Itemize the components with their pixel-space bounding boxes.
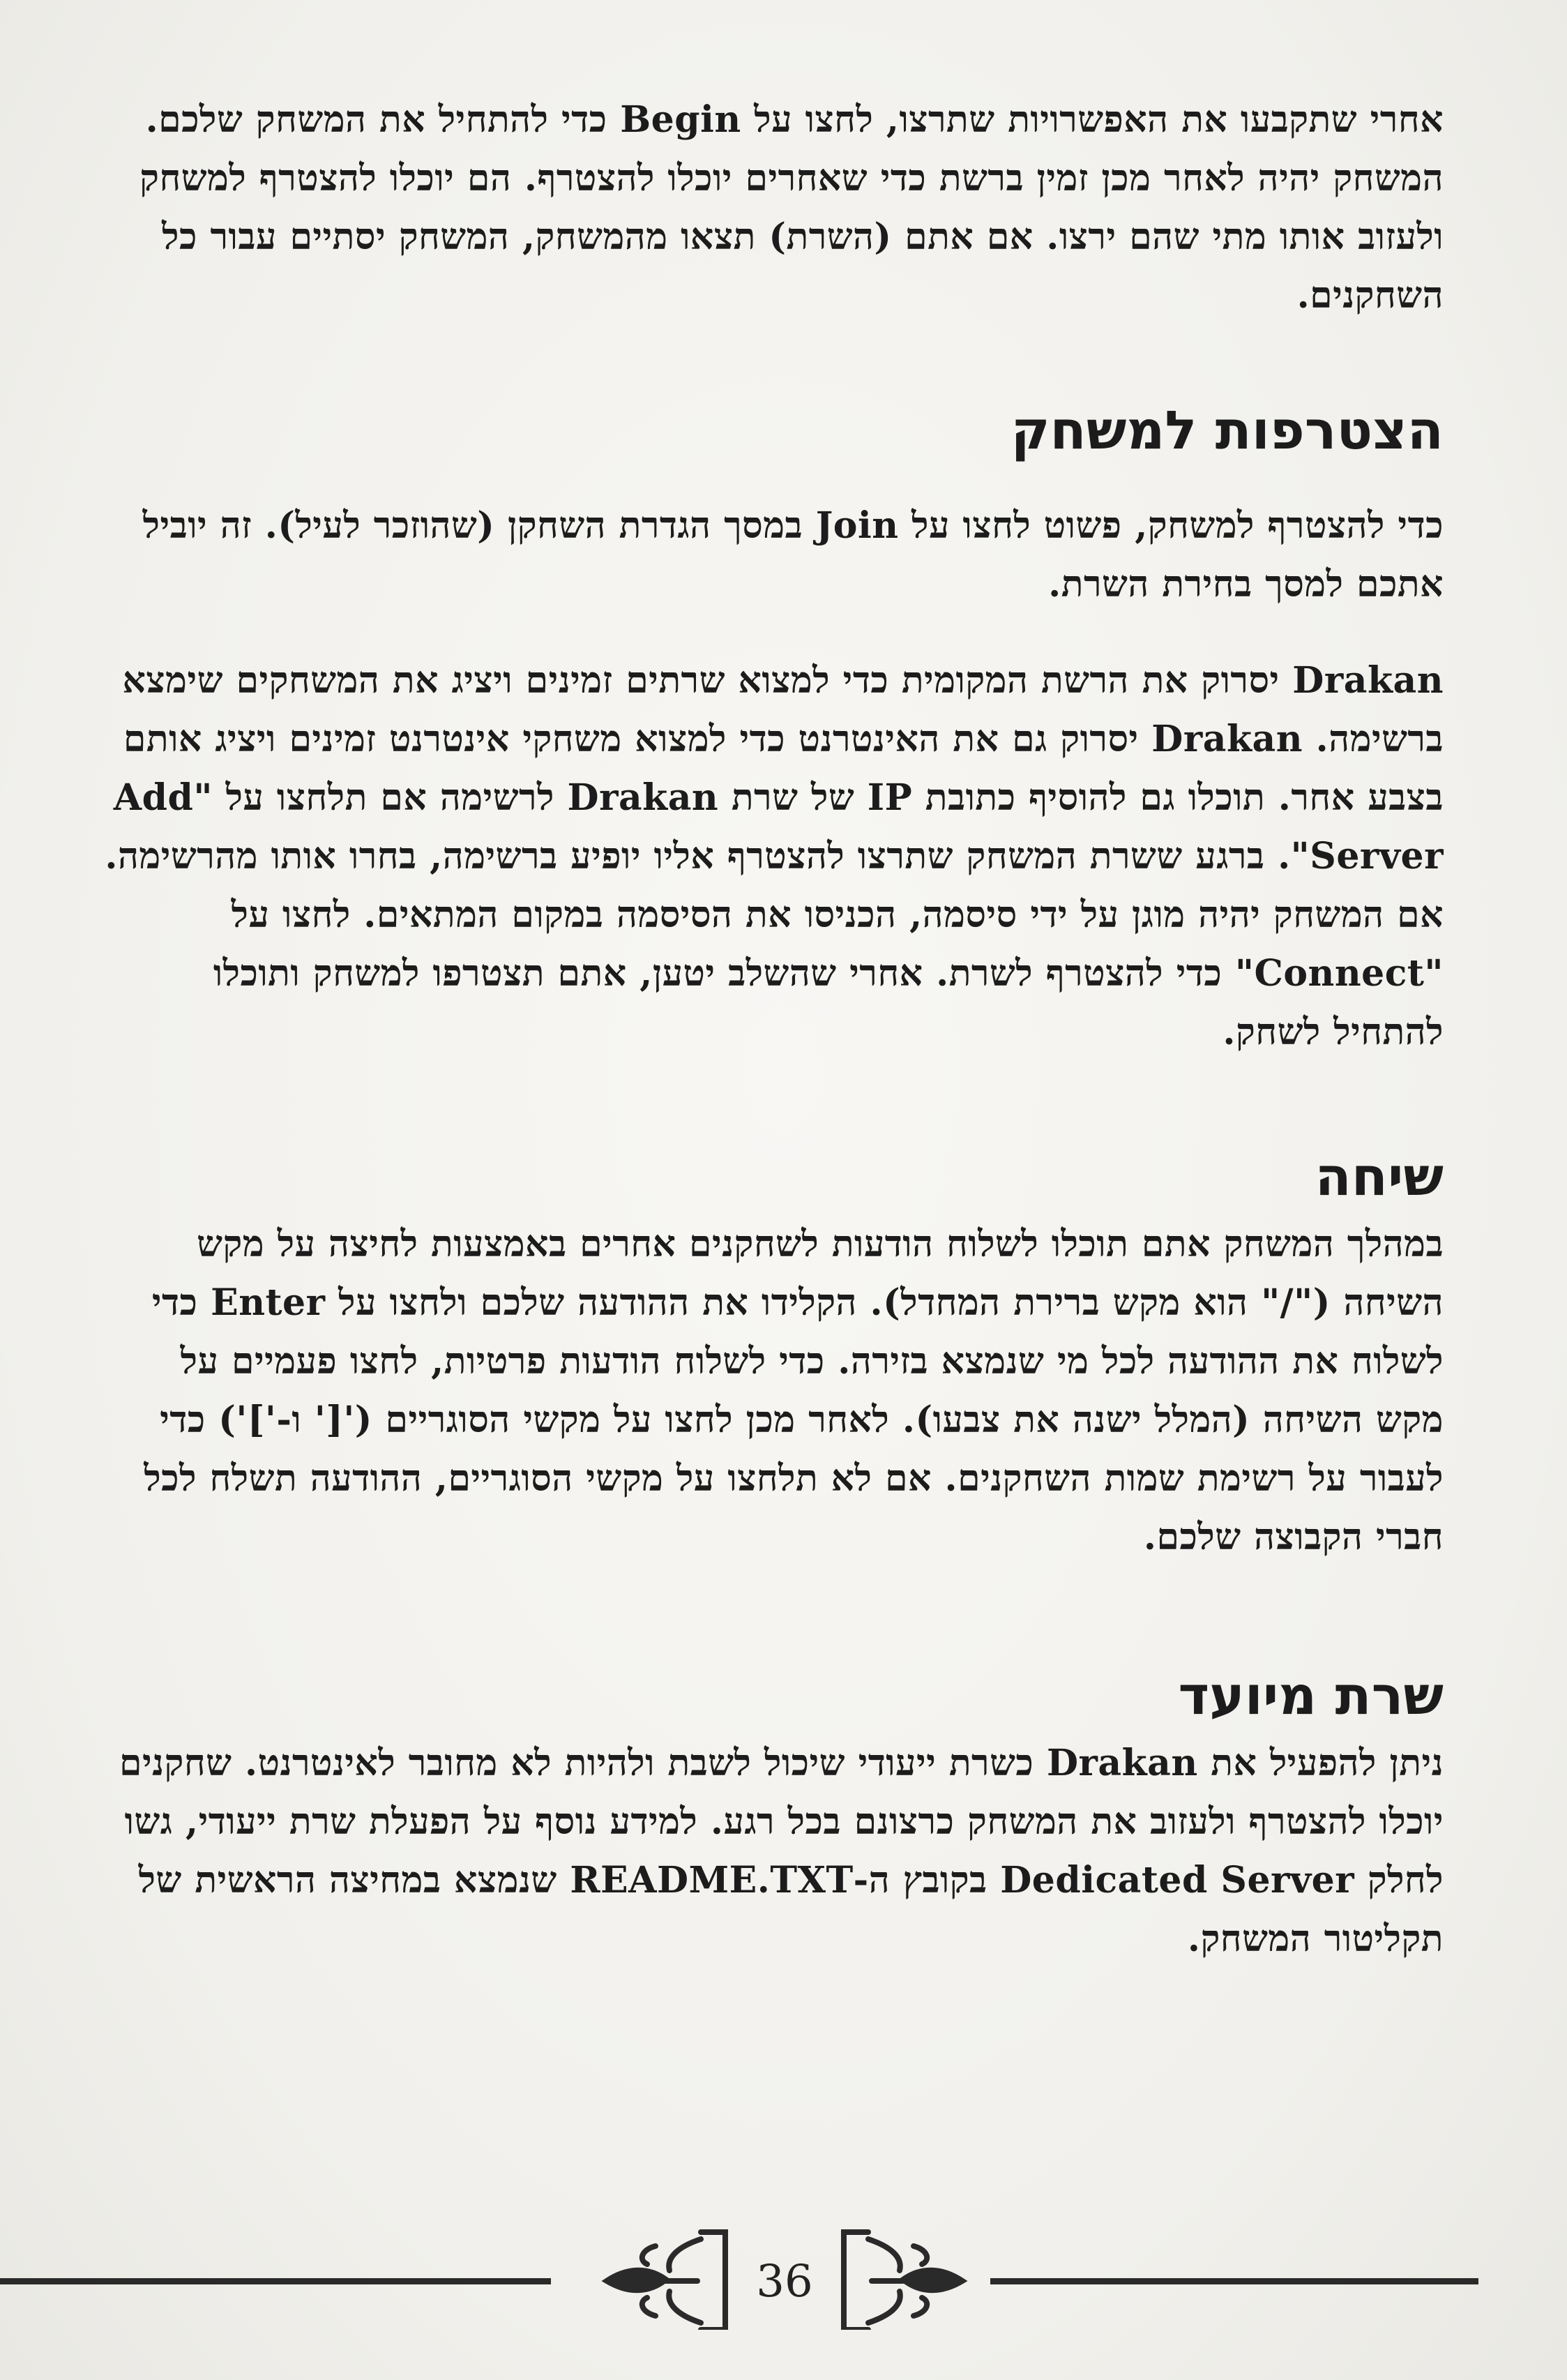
paragraph-server-list: Drakan יסרוק את הרשת המקומית כדי למצוא שרתים זמינים ויציג את המשחקים שימצא ברשימה. Drakan יסרוק גם את האינטרנט כדי למצוא משחקי אינטרנט זמינים ויציג אותם בצבע אחר. תוכלו גם להוסיף כתובת IP של שרת Drakan לרשימה אם תלחצו על "Add Server". ברגע ששרת המשחק שתרצו להצטרף אליו יופיע ברשימה, בחרו אותו מהרשימה. אם המשחק יהיה מוגן על ידי סיסמה, הכניסו את הסיסמה במקום המתאים. לחצו על "Connect" כדי להצטרף לשרת. אחרי שהשלב יטען, אתם תצטרפו למשחק ותוכלו להתחיל לשחק. (105, 659, 1444, 1053)
page-content (105, 91, 1444, 1968)
footer-rule-left (0, 2278, 551, 2284)
flourish-right-icon (844, 2232, 962, 2330)
flourish-left-icon (607, 2232, 725, 2330)
heading-join-game: הצטרפות למשחק (1010, 399, 1444, 461)
page-footer (0, 2218, 1567, 2330)
paragraph-begin-game: אחרי שתקבעו את האפשרויות שתרצו, לחצו על Begin כדי להתחיל את המשחק שלכם. המשחק יהיה לאחר מכן זמין ברשת כדי שאחרים יוכלו להצטרף. הם יוכלו להצטרף למשחק ולעזוב אותו מתי שהם ירצו. אם אתם (השרת) תצאו מהמשחק, המשחק יסתיים עבור כל השחקנים. (139, 98, 1444, 317)
heading-chat: שיחה (1315, 1145, 1444, 1207)
paragraph-dedicated-server: ניתן להפעיל את Drakan כשרת ייעודי שיכול לשבת ולהיות לא מחובר לאינטרנט. שחקנים יוכלו להצטרף ולעזוב את המשחק כרצונם בכל רגע. למידע נוסף על הפעלת שרת ייעודי, גשו לחלק Dedicated Server בקובץ ה-README.TXT שנמצא במחיצה הראשית של תקליטור המשחק. (119, 1742, 1444, 1960)
paragraph-chat: במהלך המשחק אתם תוכלו לשלוח הודעות לשחקנים אחרים באמצעות לחיצה על מקש השיחה ("/" הוא מקש ברירת המחדל). הקלידו את ההודעה שלכם ולחצו על Enter כדי לשלוח את ההודעה לכל מי שנמצא בזירה. כדי לשלוח הודעות פרטיות, לחצו פעמיים על מקש השיחה (המלל ישנה את צבעו). לאחר מכן לחצו על מקשי הסוגריים ('[' ו-']') כדי לעבור על רשימת שמות השחקנים. אם לא תלחצו על מקשי הסוגריים, ההודעה תשלח לכל חברי הקבוצה שלכם. (144, 1223, 1444, 1558)
paragraph-join-intro: כדי להצטרף למשחק, פשוט לחצו על Join במסך הגדרת השחקן (שהוזכר לעיל). זה יוביל אתכם למסך בחירת השרת. (142, 504, 1444, 605)
footer-rule-right (990, 2278, 1478, 2284)
page-number: 36 (756, 2256, 813, 2307)
heading-dedicated-server: שרת מיועד (1178, 1664, 1444, 1726)
